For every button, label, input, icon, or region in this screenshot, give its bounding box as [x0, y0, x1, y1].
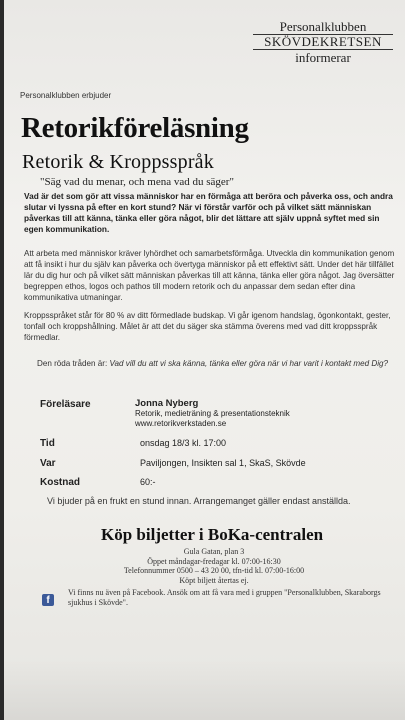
quote: "Säg vad du menar, och mena vad du säger": [40, 176, 234, 188]
offer-text: Personalklubben erbjuder: [20, 91, 112, 100]
cost-label: Kostnad: [40, 477, 80, 488]
header-block: [253, 20, 393, 65]
intro-paragraph: Vad är det som gör att vissa människor har en förmåga att beröra och påverka oss, och andra slutar vi lyssna på efter en kort stund? När vi förstår varför och på vilket sätt människan påverkas till att känna, tänka eller göra något, blir det lättare att själv uppnå syftet med sin egen kommunikation.: [24, 191, 393, 234]
footnote: Vi bjuder på en frukt en stund innan. Arrangemanget gäller endast anställda.: [47, 496, 351, 506]
header-line-1: Personalklubben: [279, 19, 367, 34]
flyer-page: [4, 0, 405, 720]
page-title: Retorikföreläsning: [21, 112, 249, 144]
time-value: onsdag 18/3 kl. 17:00: [140, 438, 227, 448]
place-label: Var: [40, 458, 56, 469]
lecturer-website[interactable]: www.retorikverkstaden.se: [135, 419, 227, 428]
contact-phone: Telefonnummer 0500 – 43 20 00, tfn-tid kl. 07:00-16:00: [123, 566, 305, 575]
facebook-icon: f: [42, 594, 54, 606]
contact-block: [64, 547, 364, 585]
contact-hours: Öppet måndagar-fredagar kl. 07:00-16:30: [147, 556, 281, 566]
page-shadow: [4, 660, 405, 720]
paragraph-3: [37, 358, 392, 369]
page-subtitle: Retorik & Kroppsspråk: [22, 151, 214, 173]
contact-address: Gula Gatan, plan 3: [183, 547, 245, 556]
lecturer-label: Föreläsare: [40, 399, 91, 410]
header-line-3: informerar: [295, 50, 351, 65]
header-line-2: SKÖVDEKRETSEN: [253, 34, 393, 50]
facebook-text: Vi finns nu även på Facebook. Ansök om att få vara med i gruppen "Personalklubben, Skaraborgs sjukhus i Skövde".: [68, 588, 381, 607]
paragraph-2: Kroppsspråket står för 80 % av ditt förmedlade budskap. Vi går igenom handslag, ögonkontakt, gester, tonfall och kroppshållning. Målet är att det du säger ska stämma överens med vad ditt kroppsspråk förmedlar.: [24, 311, 391, 342]
time-label: Tid: [40, 438, 55, 449]
place-value: Paviljongen, Insikten sal 1, SkaS, Skövde: [140, 458, 306, 468]
lecturer-name: Jonna Nyberg: [135, 398, 199, 409]
lecturer-title: Retorik, medieträning & presentationsteknik: [135, 409, 290, 418]
paragraph-3-lead: Den röda tråden är:: [37, 359, 110, 368]
contact-note: Köpt biljett återtas ej.: [179, 575, 249, 585]
paragraph-1: Att arbeta med människor kräver lyhördhet och samarbetsförmåga. Utveckla din kommunikation genom att få insikt i hur du själv kan påverka och övertyga människor på ett effektivt sätt. Under det här tillfället lär du dig hur och på vilket sätt människan påverkas till att känna, tänka eller göra något. Jag översätter begreppen ethos, logos och pathos till modern retorik och du anpassar dem sedan efter dina kommunikativa utmaningar.: [24, 249, 395, 302]
paragraph-3-italic: Vad vill du att vi ska känna, tänka eller göra när vi har varit i kontakt med Dig?: [109, 359, 389, 368]
buy-heading: Köp biljetter i BoKa-centralen: [101, 525, 324, 544]
cost-value: 60:-: [140, 477, 156, 487]
lecturer-info: [135, 398, 290, 429]
